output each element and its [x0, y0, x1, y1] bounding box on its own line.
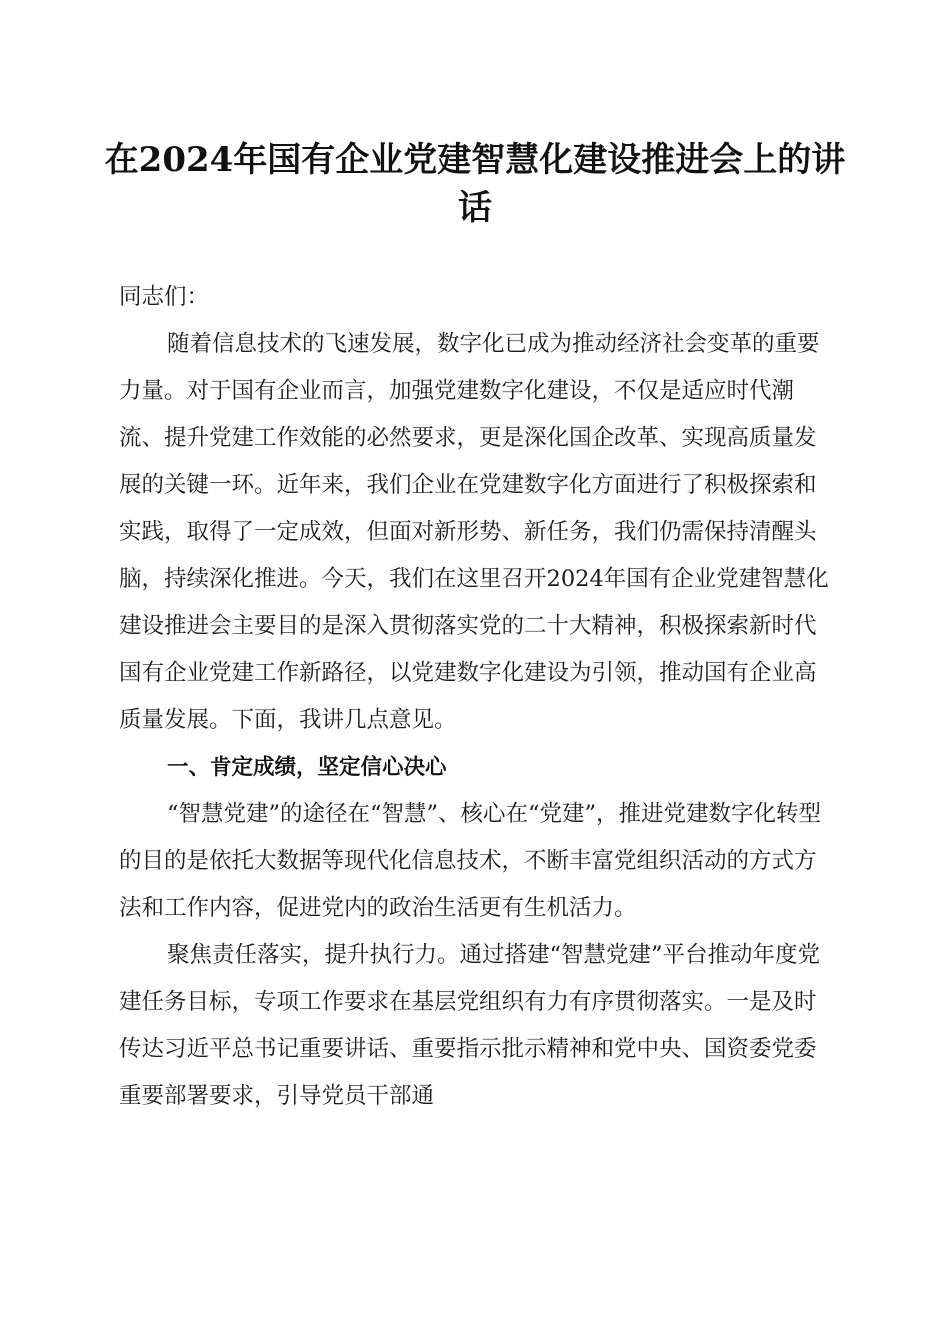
document-title: 在2024年国有企业党建智慧化建设推进会上的讲话 — [104, 140, 846, 228]
document-body — [119, 274, 831, 1120]
section-paragraph: 聚焦责任落实，提升执行力。通过搭建“智慧党建”平台推动年度党建任务目标，专项工作要求在基层党组织有力有序贯彻落实。一是及时传达习近平总书记重要讲话、重要指示批示精神和党中央、国资委党委重要部署要求，引导党员干部通 — [119, 942, 821, 1109]
intro-paragraph: 随着信息技术的飞速发展，数字化已成为推动经济社会变革的重要力量。对于国有企业而言，加强党建数字化建设，不仅是适应时代潮流、提升党建工作效能的必然要求，更是深化国企改革、实现高质量发展的关键一环。近年来，我们企业在党建数字化方面进行了积极探索和实践，取得了一定成效，但面对新形势、新任务，我们仍需保持清醒头脑，持续深化推进。今天，我们在这里召开2024年国有企业党建智慧化建设推进会主要目的是深入贯彻落实党的二十大精神，积极探索新时代国有企业党建工作新路径，以党建数字化建设为引领，推动国有企业高质量发展。下面，我讲几点意见。 — [119, 331, 829, 733]
salutation: 同志们： — [119, 284, 210, 310]
section-paragraph: “智慧党建”的途径在“智慧”、核心在“党建”，推进党建数字化转型的目的是依托大数据等现代化信息技术，不断丰富党组织活动的方式方法和工作内容，促进党内的政治生活更有生机活力。 — [119, 801, 822, 921]
section-heading: 一、肯定成绩，坚定信心决心 — [167, 755, 447, 780]
